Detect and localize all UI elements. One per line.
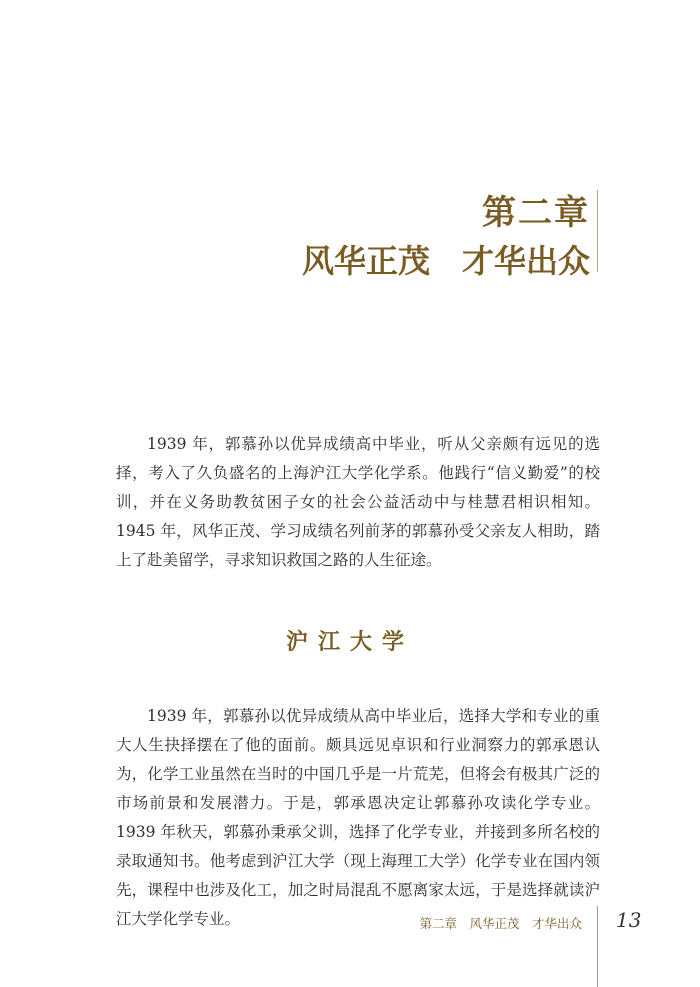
chapter-number: 第二章: [482, 193, 590, 233]
footer-divider: [597, 906, 598, 987]
chapter-title: 风华正茂 才华出众: [301, 242, 590, 280]
page-number: 13: [616, 908, 642, 932]
section-heading: 沪江大学: [285, 629, 414, 655]
running-head: 第二章 风华正茂 才华出众: [419, 916, 582, 931]
section-paragraph: 1939 年，郭慕孙以优异成绩从高中毕业后，选择大学和专业的重大人生抉择摆在了他的面前。颇具远见卓识和行业洞察力的郭承恩认为，化学工业虽然在当时的中国几乎是一片荒芜，但将会有极其广泛的市场前景和发展潜力。于是，郭承恩决定让郭慕孙攻读化学专业。1939 年秋天，郭慕孙秉承父训，选择了化学专业，并接到多所名校的录取通知书。他考虑到沪江大学（现上海理工大学）化学专业在国内领先，课程中也涉及化工，加之时局混乱不愿离家太远，于是选择就读沪江大学化学专业。: [116, 707, 600, 928]
chapter-heading: [302, 192, 590, 282]
chapter-divider: [597, 190, 598, 272]
intro-paragraph: 1939 年，郭慕孙以优异成绩高中毕业，听从父亲颇有远见的选择，考入了久负盛名的上海沪江大学化学系。他践行“信义勤爱”的校训，并在义务助教贫困子女的社会公益活动中与桂慧君相识相知。1945 年，风华正茂、学习成绩名列前茅的郭慕孙受父亲友人相助，踏上了赴美留学，寻求知识救国之路的人生征途。: [116, 435, 600, 569]
